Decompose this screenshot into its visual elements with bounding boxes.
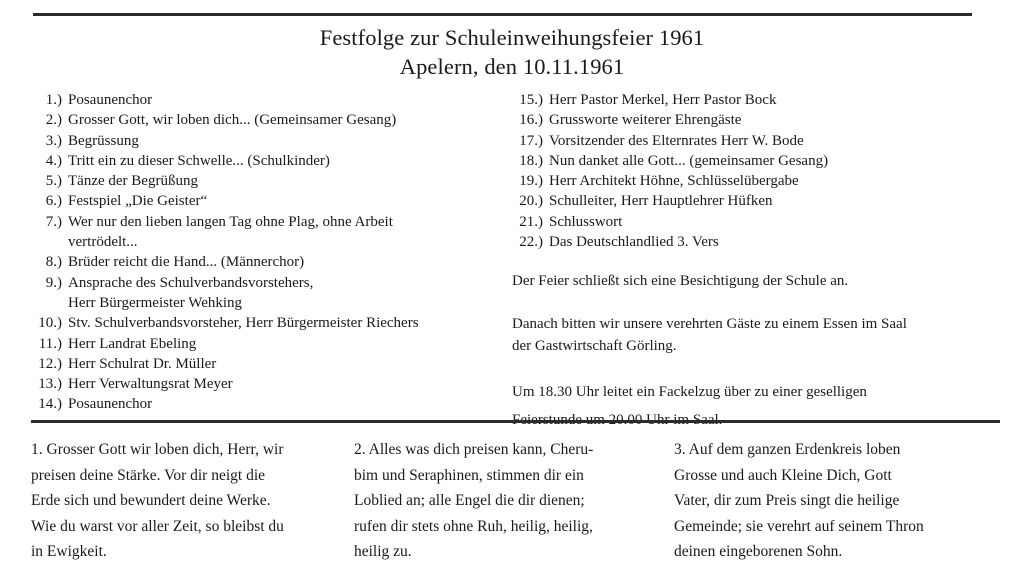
programme-item-line: Tritt ein zu dieser Schwelle... (Schulkinder) bbox=[68, 152, 330, 169]
title-line-2: Apelern, den 10.11.1961 bbox=[399, 54, 625, 79]
programme-item-line: Grosser Gott, wir loben dich... (Gemeinsamer Gesang) bbox=[68, 112, 397, 129]
programme-item-number: 8.) bbox=[45, 254, 62, 271]
hymn-verse-3 bbox=[674, 437, 1004, 563]
verse-line: 1. Grosser Gott wir loben dich, Herr, wir bbox=[31, 441, 284, 458]
programme-item-number: 6.) bbox=[45, 193, 62, 210]
programme-item-text bbox=[68, 334, 496, 354]
top-divider-rule bbox=[33, 13, 972, 16]
closing-notes bbox=[512, 270, 982, 434]
note-line: Danach bitten wir unsere verehrten Gäste zu einem Essen im Saal bbox=[512, 316, 907, 332]
verse-line: in Ewigkeit. bbox=[31, 543, 107, 560]
programme-item-text bbox=[549, 110, 1002, 130]
programme-item bbox=[512, 191, 1002, 211]
programme-item bbox=[31, 131, 496, 151]
programme-item-line: Grussworte weiterer Ehrengäste bbox=[549, 112, 742, 129]
programme-item-number: 15.) bbox=[519, 92, 543, 108]
programme-item bbox=[31, 212, 496, 253]
programme-item-text bbox=[549, 151, 1002, 171]
programme-item bbox=[512, 131, 1002, 151]
programme-item-text bbox=[549, 131, 1002, 151]
hymn-verse-2 bbox=[354, 437, 672, 563]
verse-line: Erde sich und bewundert deine Werke. bbox=[31, 492, 271, 509]
programme-item-text bbox=[68, 273, 496, 314]
programme-item-number: 18.) bbox=[519, 152, 543, 169]
middle-divider-rule bbox=[31, 420, 1000, 423]
verse-line: Grosse und auch Kleine Dich, Gott bbox=[674, 466, 892, 484]
note-line: der Gastwirtschaft Görling. bbox=[512, 338, 677, 354]
programme-item-text bbox=[549, 171, 1002, 191]
programme-item-line: Tänze der Begrüßung bbox=[68, 173, 198, 190]
programme-item bbox=[512, 171, 1002, 191]
programme-item-number: 20.) bbox=[519, 193, 543, 210]
programme-item-line: Herr Pastor Merkel, Herr Pastor Bock bbox=[549, 92, 777, 108]
programme-item bbox=[512, 90, 1002, 110]
programme-item-continuation: Herr Bürgermeister Wehking bbox=[68, 294, 243, 311]
programme-item-line: Brüder reicht die Hand... (Männerchor) bbox=[68, 254, 305, 271]
programme-item-text bbox=[549, 191, 1002, 211]
verse-line: Vater, dir zum Preis singt die heilige bbox=[674, 492, 900, 509]
programme-item-number: 11.) bbox=[38, 335, 62, 352]
programme-item-number: 5.) bbox=[45, 173, 62, 190]
programme-item-line: Stv. Schulverbandsvorsteher, Herr Bürgermeister Riechers bbox=[68, 315, 419, 332]
programme-item-text bbox=[68, 394, 496, 414]
programme-item-number: 22.) bbox=[519, 234, 543, 251]
programme-item bbox=[512, 232, 1002, 252]
programme-item-number: 19.) bbox=[519, 173, 543, 190]
programme-item bbox=[31, 354, 496, 374]
programme-item bbox=[512, 110, 1002, 130]
programme-item-number: 14.) bbox=[38, 396, 62, 413]
programme-item-text bbox=[68, 354, 496, 374]
programme-item-number: 10.) bbox=[38, 315, 62, 332]
programme-item-text bbox=[549, 232, 1002, 252]
programme-item bbox=[31, 334, 496, 354]
programme-item-line: Ansprache des Schulverbandsvorstehers, bbox=[68, 274, 314, 291]
programme-list-left bbox=[31, 90, 496, 415]
verse-line: bim und Seraphinen, stimmen dir ein bbox=[354, 466, 584, 484]
programme-item-text bbox=[68, 252, 496, 272]
verse-line: 2. Alles was dich preisen kann, Cheru- bbox=[354, 441, 594, 458]
programme-item-number: 3.) bbox=[45, 132, 62, 149]
verse-line: Gemeinde; sie verehrt auf seinem Thron bbox=[674, 517, 924, 535]
note-line: Der Feier schließt sich eine Besichtigung der Schule an. bbox=[512, 273, 849, 289]
programme-item-line: Wer nur den lieben langen Tag ohne Plag, ohne Arbeit bbox=[68, 213, 393, 230]
programme-item bbox=[31, 273, 496, 314]
programme-item bbox=[31, 191, 496, 211]
programme-item bbox=[31, 374, 496, 394]
note-paragraph bbox=[512, 313, 982, 357]
programme-item-number: 21.) bbox=[519, 213, 543, 230]
programme-item-text bbox=[549, 212, 1002, 232]
title-line-1: Festfolge zur Schuleinweihungsfeier 1961 bbox=[319, 25, 705, 50]
programme-item-line: Nun danket alle Gott... (gemeinsamer Gesang) bbox=[549, 152, 829, 169]
programme-item-line: Schulleiter, Herr Hauptlehrer Hüfken bbox=[549, 193, 773, 210]
programme-item bbox=[31, 252, 496, 272]
verse-line: rufen dir stets ohne Ruh, heilig, heilig, bbox=[354, 517, 593, 535]
programme-item bbox=[512, 151, 1002, 171]
verse-line: Wie du warst vor aller Zeit, so bleibst du bbox=[31, 517, 284, 535]
programme-item-line: Herr Schulrat Dr. Müller bbox=[68, 355, 217, 372]
programme-item bbox=[31, 394, 496, 414]
programme-item-text bbox=[549, 90, 1002, 110]
programme-item-number: 13.) bbox=[38, 376, 62, 393]
programme-item bbox=[31, 313, 496, 333]
programme-item-text bbox=[68, 191, 496, 211]
programme-item-number: 1.) bbox=[45, 92, 62, 108]
verse-line: heilig zu. bbox=[354, 543, 412, 560]
programme-item-number: 4.) bbox=[45, 152, 62, 169]
verse-line: deinen eingeborenen Sohn. bbox=[674, 543, 843, 560]
programme-item-line: Posaunenchor bbox=[68, 92, 153, 108]
programme-item-text bbox=[68, 171, 496, 191]
programme-item-number: 2.) bbox=[45, 112, 62, 129]
programme-item-text bbox=[68, 151, 496, 171]
programme-item bbox=[31, 90, 496, 110]
programme-item-continuation: vertrödelt... bbox=[68, 234, 138, 251]
programme-item-number: 9.) bbox=[45, 274, 62, 291]
programme-item-line: Begrüssung bbox=[68, 132, 139, 149]
programme-item bbox=[512, 212, 1002, 232]
programme-item-text bbox=[68, 90, 496, 110]
programme-item bbox=[31, 171, 496, 191]
verse-line: Loblied an; alle Engel die dir dienen; bbox=[354, 492, 585, 509]
programme-item-line: Festspiel „Die Geister“ bbox=[68, 193, 208, 210]
programme-item-text bbox=[68, 212, 496, 253]
programme-item-line: Vorsitzender des Elternrates Herr W. Bode bbox=[549, 132, 804, 149]
programme-item-number: 17.) bbox=[519, 132, 543, 149]
verse-line: 3. Auf dem ganzen Erdenkreis loben bbox=[674, 441, 901, 458]
programme-item-text bbox=[68, 110, 496, 130]
programme-item-line: Herr Verwaltungsrat Meyer bbox=[68, 376, 233, 393]
programme-item bbox=[31, 110, 496, 130]
note-line: Um 18.30 Uhr leitet ein Fackelzug über zu einer geselligen bbox=[512, 384, 867, 400]
programme-item-line: Herr Architekt Höhne, Schlüsselübergabe bbox=[549, 173, 799, 190]
hymn-verse-1 bbox=[31, 437, 351, 563]
page-title bbox=[0, 23, 1024, 81]
programme-item-number: 7.) bbox=[45, 213, 62, 230]
programme-item-number: 16.) bbox=[519, 112, 543, 129]
programme-item-line: Schlusswort bbox=[549, 213, 623, 230]
programme-item-text bbox=[68, 131, 496, 151]
programme-item-text bbox=[68, 374, 496, 394]
note-paragraph bbox=[512, 270, 982, 292]
programme-item-line: Posaunenchor bbox=[68, 396, 153, 413]
programme-item-number: 12.) bbox=[38, 355, 62, 372]
programme-list-right bbox=[512, 90, 1002, 252]
programme-item bbox=[31, 151, 496, 171]
verse-line: preisen deine Stärke. Vor dir neigt die bbox=[31, 466, 266, 484]
note-paragraph bbox=[512, 378, 982, 434]
programme-item-text bbox=[68, 313, 496, 333]
programme-item-line: Herr Landrat Ebeling bbox=[68, 335, 197, 352]
programme-item-line: Das Deutschlandlied 3. Vers bbox=[549, 234, 719, 251]
